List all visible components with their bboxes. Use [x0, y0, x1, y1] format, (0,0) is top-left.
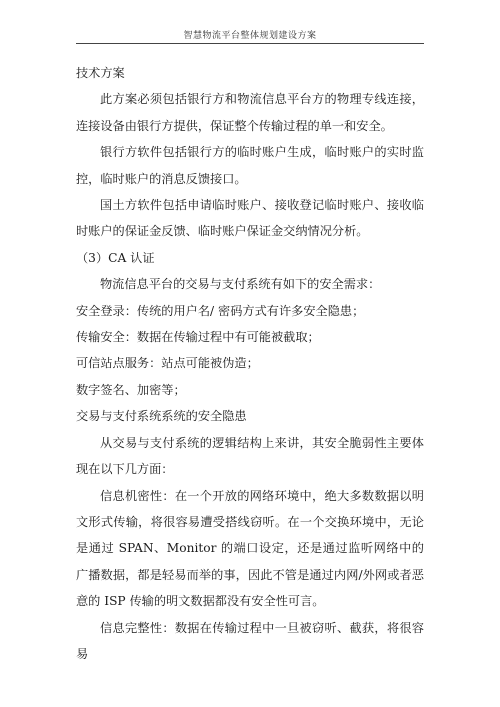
paragraph: 国土方软件包括申请临时账户、接收登记临时账户、接收临时账户的保证金反馈、临时账户保证金交纳情况分析。 [76, 198, 424, 239]
paragraph: 物流信息平台的交易与支付系统有如下的安全需求： [100, 277, 381, 292]
requirement-item: 安全登录：传统的用户名/ 密码方式有许多安全隐患； [76, 303, 365, 318]
section-heading-technical-scheme: 技术方案 [76, 66, 125, 80]
section-heading-security-risks: 交易与支付系统系统的安全隐患 [76, 409, 247, 424]
header-divider [76, 43, 424, 44]
requirement-item: 传输安全：数据在传输过程中有可能被截取； [76, 330, 320, 345]
running-header: 智慧物流平台整体规划建设方案 [183, 31, 317, 41]
paragraph: 从交易与支付系统的逻辑结构上来讲，其安全脆弱性主要体现在以下几方面： [76, 435, 424, 477]
paragraph: 银行方软件包括银行方的临时账户生成，临时账户的实时监控，临时账户的消息反馈接口。 [76, 145, 424, 186]
document-body [76, 60, 424, 667]
paragraph: 此方案必须包括银行方和物流信息平台方的物理专线连接，连接设备由银行方提供，保证整个传输过程的单一和安全。 [76, 92, 424, 133]
paragraph: 信息机密性：在一个开放的网络环境中，绝大多数数据以明文形式传输，将很容易遭受搭线窃听。在一个交换环境中，无论是通过 SPAN、Monitor 的端口设定，还是通过监听网络中的广播数据，都是轻易而举的事，因此不管是通过内网/外网或者恶意的 ISP 传输的明文数据都没有安全性可言。 [76, 488, 424, 609]
section-heading-ca-auth: （3）CA 认证 [76, 250, 155, 265]
requirement-item: 数字签名、加密等； [76, 382, 186, 397]
requirement-item: 可信站点服务：站点可能被伪造； [76, 356, 259, 371]
paragraph: 信息完整性：数据在传输过程中一旦被窃听、截获，将很容易 [76, 620, 424, 661]
